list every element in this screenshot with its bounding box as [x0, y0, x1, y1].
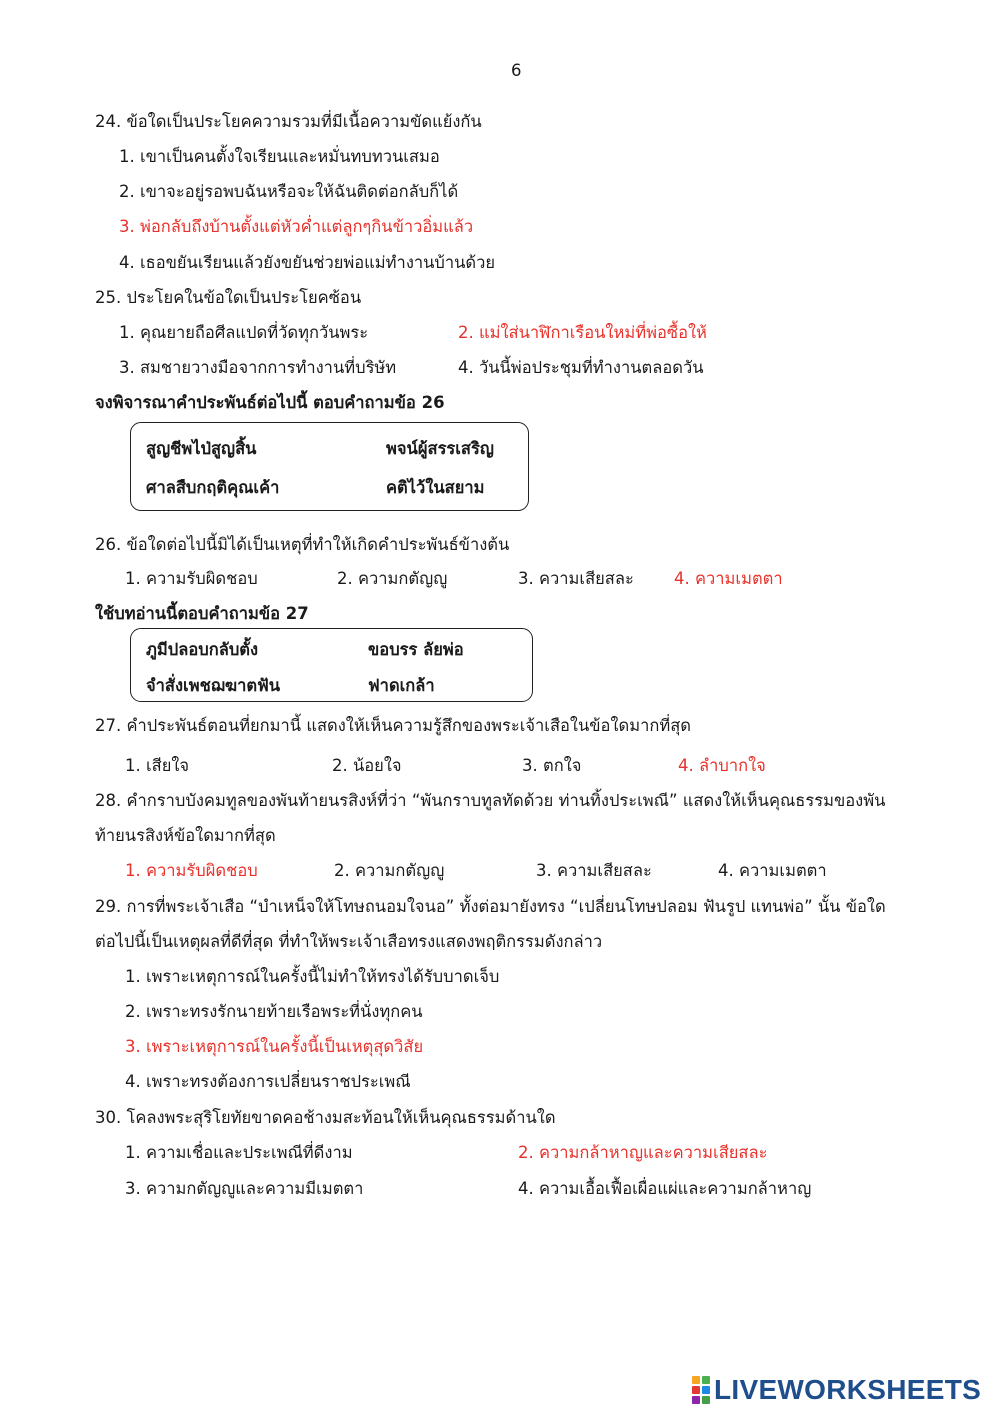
q25-option-3: 3. สมชายวางมือจากการทำงานที่บริษัท: [119, 358, 397, 377]
question-30: 30. โคลงพระสุริโยทัยขาดคอช้างมสะท้อนให้เห็นคุณธรรมด้านใด: [95, 1108, 556, 1127]
logo-text: LIVEWORKSHEETS: [714, 1374, 982, 1405]
q25-option-2-answer: 2. แม่ใส่นาฬิกาเรือนใหม่ที่พ่อซื้อให้: [458, 323, 707, 342]
q24-option-4: 4. เธอขยันเรียนแล้วยังขยันช่วยพ่อแม่ทำงานบ้านด้วย: [119, 253, 496, 272]
question-28-line2: ท้ายนรสิงห์ข้อใดมากที่สุด: [95, 826, 276, 845]
q24-option-2: 2. เขาจะอยู่รอพบฉันหรือจะให้ฉันติดต่อกลับก็ได้: [119, 182, 459, 201]
q24-option-1: 1. เขาเป็นคนตั้งใจเรียนและหมั่นทบทวนเสมอ: [119, 147, 440, 166]
q28-option-2: 2. ความกตัญญู: [334, 861, 445, 880]
q26-option-2: 2. ความกตัญญู: [337, 569, 448, 588]
q27-option-4-answer: 4. ลำบากใจ: [678, 756, 766, 775]
poem26-line2-right: คติไว้ในสยาม: [386, 478, 485, 497]
q29-option-3-answer: 3. เพราะเหตุการณ์ในครั้งนี้เป็นเหตุสุดวิสัย: [125, 1037, 424, 1056]
q29-option-2: 2. เพราะทรงรักนายท้ายเรือพระที่นั่งทุกคน: [125, 1002, 423, 1021]
poem27-line1-left: ภูมีปลอบกลับตั้ง: [146, 640, 259, 659]
poem27-line2-left: จำสั่งเพชฌฆาตฟัน: [146, 676, 281, 695]
q28-option-3: 3. ความเสียสละ: [536, 861, 652, 880]
poem26-line2-left: ศาลสืบกฤติคุณเค้า: [146, 478, 280, 497]
q27-option-2: 2. น้อยใจ: [332, 756, 402, 775]
poem27-line1-right: ขอบรร ลัยพ่อ: [368, 640, 464, 659]
q26-option-3: 3. ความเสียสละ: [518, 569, 634, 588]
question-29-line2: ต่อไปนี้เป็นเหตุผลที่ดีที่สุด ที่ทำให้พระเจ้าเสือทรงแสดงพฤติกรรมดังกล่าว: [95, 932, 603, 951]
q30-option-1: 1. ความเชื่อและประเพณีที่ดีงาม: [125, 1143, 353, 1162]
q29-option-1: 1. เพราะเหตุการณ์ในครั้งนี้ไม่ทำให้ทรงได้รับบาดเจ็บ: [125, 967, 500, 986]
q27-option-3: 3. ตกใจ: [522, 756, 582, 775]
poem27-line2-right: ฟาดเกล้า: [368, 676, 435, 695]
q30-option-3: 3. ความกตัญญูและความมีเมตตา: [125, 1179, 364, 1198]
question-25: 25. ประโยคในข้อใดเป็นประโยคซ้อน: [95, 288, 362, 307]
q25-option-1: 1. คุณยายถือศีลแปดที่วัดทุกวันพระ: [119, 323, 369, 342]
logo-blocks-icon: [692, 1376, 710, 1404]
q24-option-3-answer: 3. พ่อกลับถึงบ้านตั้งแต่หัวค่ำแต่ลูกๆกินข้าวอิ่มแล้ว: [119, 217, 474, 236]
liveworksheets-logo[interactable]: [692, 1373, 981, 1407]
q28-option-1-answer: 1. ความรับผิดชอบ: [125, 861, 258, 880]
q26-option-4-answer: 4. ความเมตตา: [674, 569, 783, 588]
question-24: 24. ข้อใดเป็นประโยคความรวมที่มีเนื้อความขัดแย้งกัน: [95, 112, 482, 131]
question-28-line1: 28. คำกราบบังคมทูลของพันท้ายนรสิงห์ที่ว่า “พันกราบทูลทัดด้วย ท่านทิ้งประเพณี” แสดงให้เห็นคุณธรรมของพัน: [95, 791, 886, 810]
page-number: 6: [511, 61, 522, 80]
question-26: 26. ข้อใดต่อไปนี้มิได้เป็นเหตุที่ทำให้เกิดคำประพันธ์ข้างต้น: [95, 535, 510, 554]
q26-option-1: 1. ความรับผิดชอบ: [125, 569, 258, 588]
q29-option-4: 4. เพราะทรงต้องการเปลี่ยนราชประเพณี: [125, 1072, 411, 1091]
q28-option-4: 4. ความเมตตา: [718, 861, 827, 880]
q30-option-2-answer: 2. ความกล้าหาญและความเสียสละ: [518, 1143, 768, 1162]
poem26-line1-left: สูญชีพไป่สูญสิ้น: [146, 439, 257, 458]
q25-option-4: 4. วันนี้พ่อประชุมที่ทำงานตลอดวัน: [458, 358, 704, 377]
q30-option-4: 4. ความเอื้อเฟื้อเผื่อแผ่และความกล้าหาญ: [518, 1179, 812, 1198]
poem26-line1-right: พจน์ผู้สรรเสริญ: [386, 439, 494, 458]
instruction-26: จงพิจารณาคำประพันธ์ต่อไปนี้ ตอบคำถามข้อ 26: [95, 393, 445, 412]
q27-option-1: 1. เสียใจ: [125, 756, 190, 775]
question-29-line1: 29. การที่พระเจ้าเสือ “บำเหน็จให้โทษถนอมใจนอ” ทั้งต่อมายังทรง “เปลี่ยนโทษปลอม ฟันรูป แทนพ่อ” นั้น ข้อใด: [95, 897, 886, 916]
instruction-27: ใช้บทอ่านนี้ตอบคำถามข้อ 27: [95, 604, 309, 623]
question-27: 27. คำประพันธ์ตอนที่ยกมานี้ แสดงให้เห็นความรู้สึกของพระเจ้าเสือในข้อใดมากที่สุด: [95, 716, 692, 735]
